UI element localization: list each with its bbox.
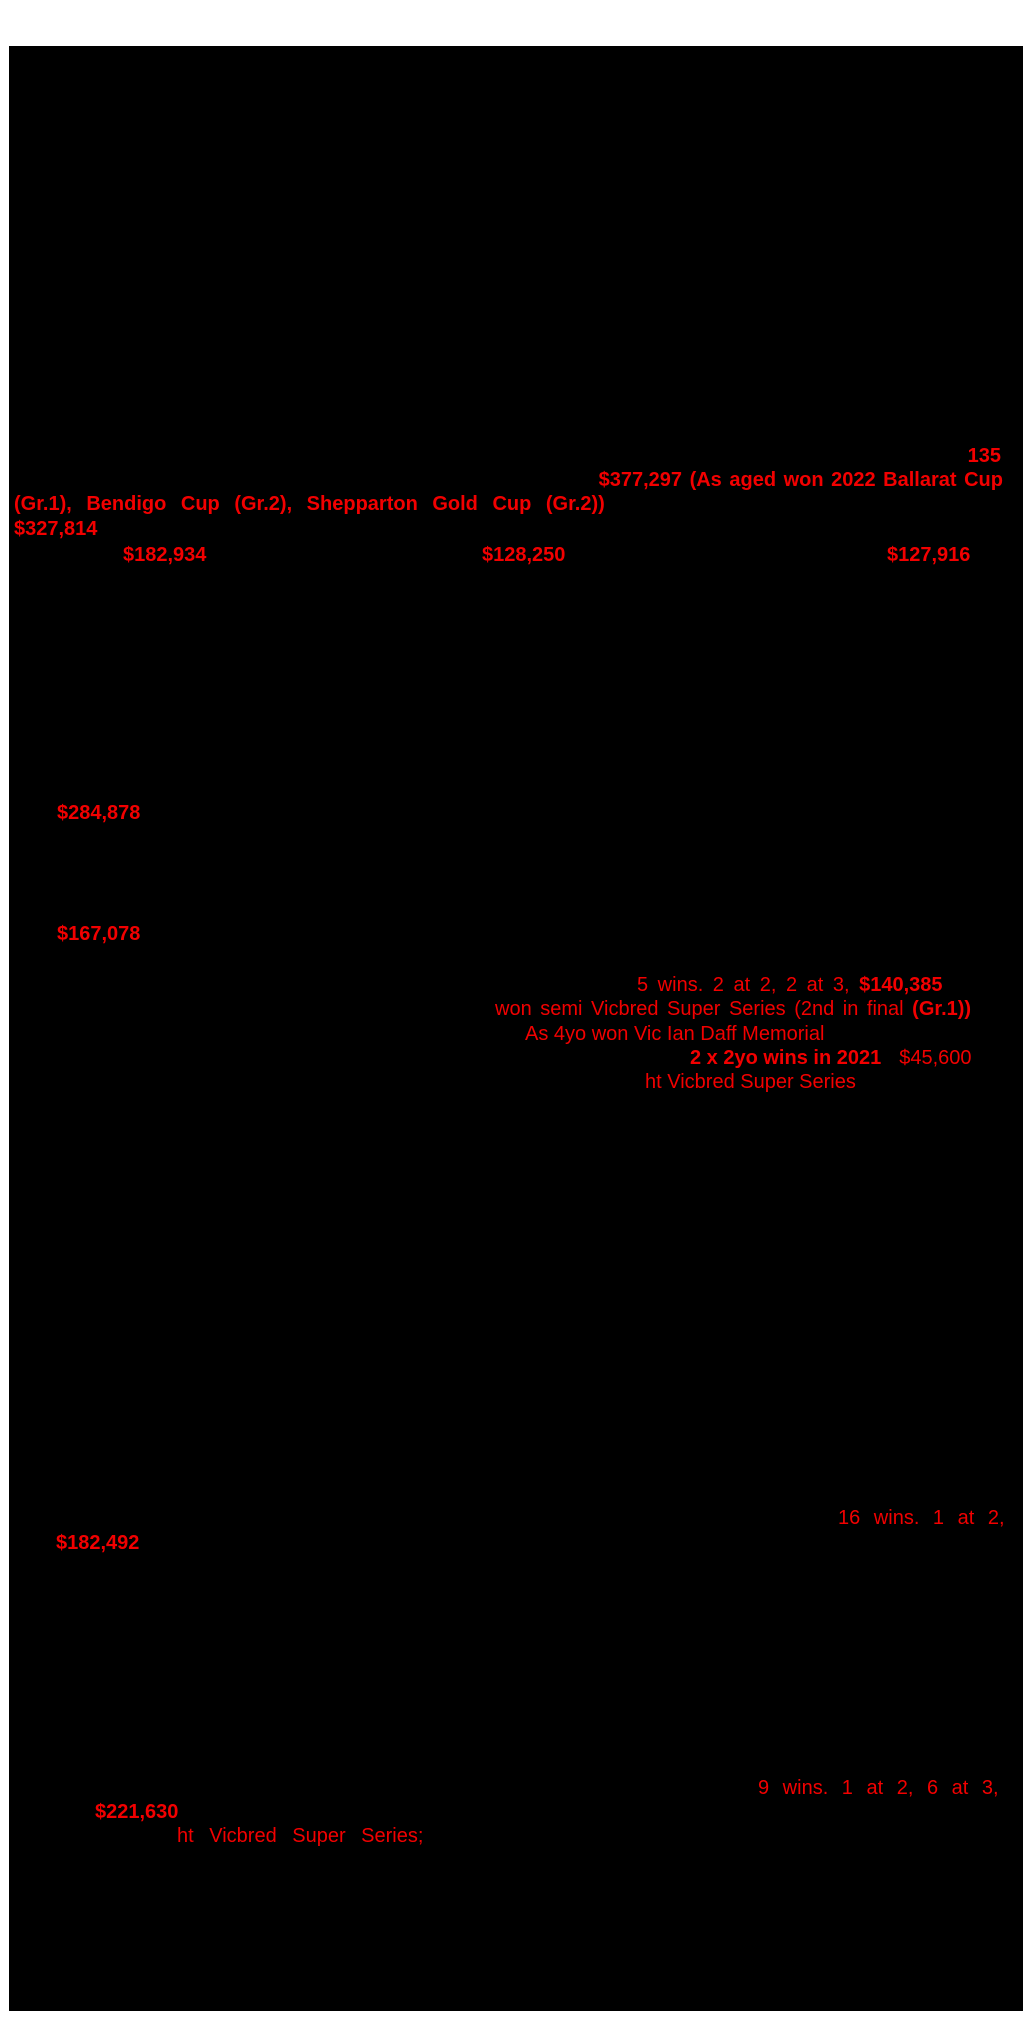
race-record-text: 5 wins. 2 at 2, 2 at 3,	[637, 974, 860, 996]
race-record-highlight: 16 wins. 1 at 2,	[838, 1507, 1005, 1529]
redacted-text-block	[9, 46, 1023, 2011]
earnings-amount: $127,916	[887, 544, 971, 566]
earnings-amount: $327,814	[14, 518, 98, 540]
performance-note	[495, 997, 971, 1021]
performance-note: ht Vicbred Super Series	[645, 1071, 856, 1093]
wins-highlight: 2 x 2yo wins in 2021	[690, 1047, 882, 1069]
sire-earnings-line-1: $377,297 (As aged won 2022 Ballarat Cup	[598, 469, 1003, 491]
performance-note: ht Vicbred Super Series;	[177, 1825, 424, 1847]
earnings-amount: $167,078	[57, 923, 141, 945]
race-record-highlight: 9 wins. 1 at 2, 6 at 3,	[758, 1777, 999, 1799]
performance-note: As 4yo won Vic Ian Daff Memorial	[525, 1023, 825, 1045]
performance-note	[690, 1046, 972, 1070]
page-number: 135	[967, 445, 1001, 467]
earnings-amount: $182,492	[56, 1532, 140, 1554]
sire-earnings-line-2: (Gr.1), Bendigo Cup (Gr.2), Shepparton Gold Cup (Gr.2))	[14, 493, 605, 515]
earnings-amount: $45,600	[899, 1047, 972, 1069]
earnings-amount: $284,878	[57, 802, 141, 824]
group-race-tag: (Gr.1))	[912, 998, 972, 1020]
earnings-amount: $128,250	[482, 544, 566, 566]
performance-note-text: won semi Vicbred Super Series (2nd in final	[495, 998, 913, 1020]
earnings-amount: $140,385	[859, 974, 943, 996]
earnings-amount: $182,934	[123, 544, 207, 566]
earnings-amount: $221,630	[95, 1801, 179, 1823]
race-record-highlight	[637, 973, 943, 997]
